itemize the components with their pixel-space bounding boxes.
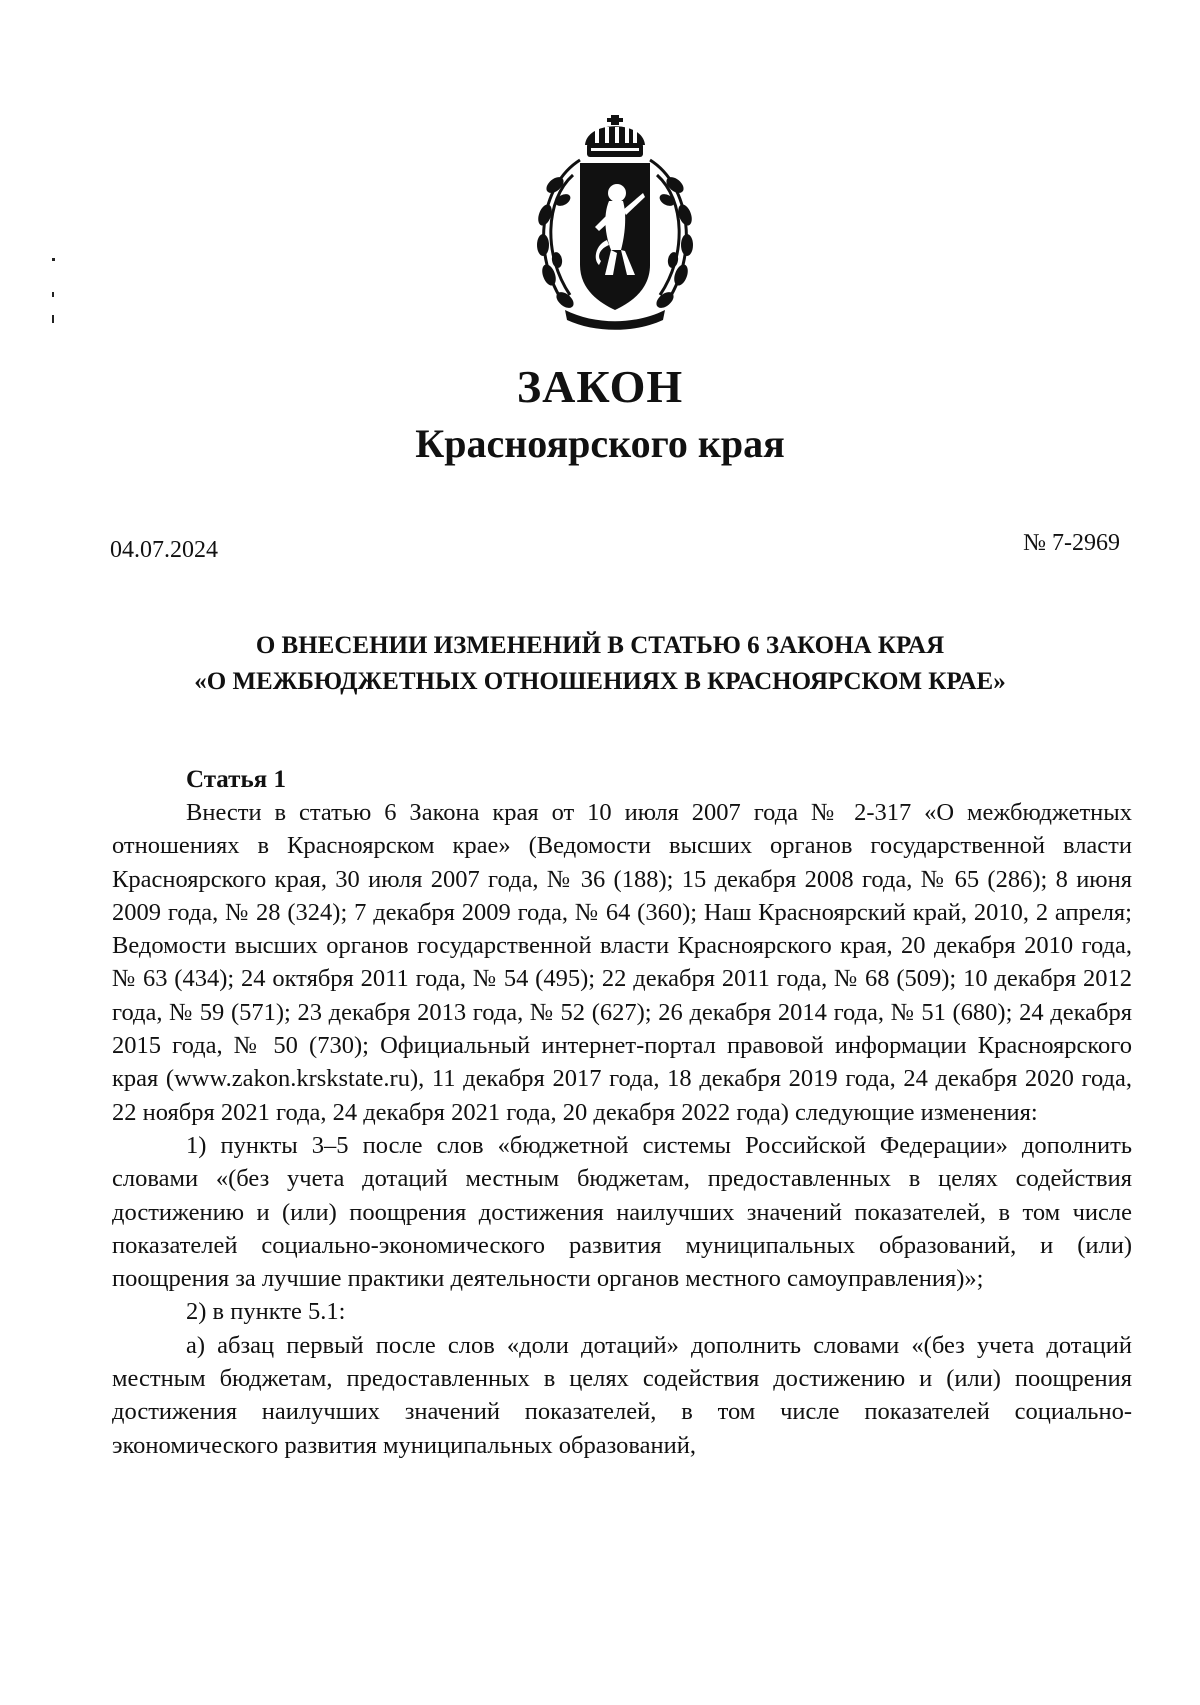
- article-paragraph: Внести в статью 6 Закона края от 10 июля 2007 года № 2-317 «О межбюджетных отношениях в Красноярском крае» (Ведомости высших органов государственной власти Красноярского края, 30 июля 2007 года, № 36 (188); 15 декабря 2008 года, № 65 (286); 8 июня 2009 года, № 28 (324); 7 декабря 2009 года, № 64 (360); Наш Красноярский край, 2010, 2 апреля; Ведомости высших органов государственной власти Красноярского края, 20 декабря 2010 года, № 63 (434); 24 октября 2011 года, № 54 (495); 22 декабря 2011 года, № 68 (509); 10 декабря 2012 года, № 59 (571); 23 декабря 2013 года, № 52 (627); 26 декабря 2014 года, № 51 (680); 24 декабря 2015 года, № 50 (730); Официальный интернет-портал правовой информации Красноярского края (www.zakon.krskstate.ru), 11 декабря 2017 года, 18 декабря 2019 года, 24 декабря 2020 года, 22 ноября 2021 года, 24 декабря 2021 года, 20 декабря 2022 года) следующие изменения:: [112, 799, 1132, 1126]
- article-paragraph: а) абзац первый после слов «доли дотаций» дополнить словами «(без учета дотаций местным бюджетам, предоставленных в целях содействия достижению и (или) поощрения достижения наилучших значений показателей, в том числе показателей социально-экономического развития муниципальных образований,: [112, 1331, 1132, 1459]
- scan-mark: [52, 315, 54, 323]
- article-paragraph: 1) пункты 3–5 после слов «бюджетной системы Российской Федерации» дополнить словами «(без учета дотаций местным бюджетам, предоставленных в целях содействия достижению и (или) поощрения достижения наилучших значений показателей, в том числе показателей социально-экономического развития муниципальных образований, и (или) поощрения за лучшие практики деятельности органов местного самоуправления)»;: [112, 1131, 1132, 1293]
- scan-mark: [52, 258, 55, 261]
- scan-mark: [52, 292, 54, 297]
- coat-of-arms-icon: [525, 115, 705, 335]
- document-number: № 7-2969: [1023, 530, 1120, 556]
- document-date: 04.07.2024: [110, 537, 218, 563]
- document-subtitle: Красноярского края: [415, 421, 785, 466]
- document-title: ЗАКОН: [516, 361, 684, 412]
- article-paragraph: 2) в пункте 5.1:: [186, 1298, 346, 1326]
- law-heading-line2: «О МЕЖБЮДЖЕТНЫХ ОТНОШЕНИЯХ В КРАСНОЯРСКОМ КРАЕ»: [194, 668, 1006, 695]
- article-title: Статья 1: [186, 766, 286, 793]
- law-heading-line1: О ВНЕСЕНИИ ИЗМЕНЕНИЙ В СТАТЬЮ 6 ЗАКОНА КРАЯ: [255, 632, 945, 659]
- article-body: [112, 796, 1132, 1462]
